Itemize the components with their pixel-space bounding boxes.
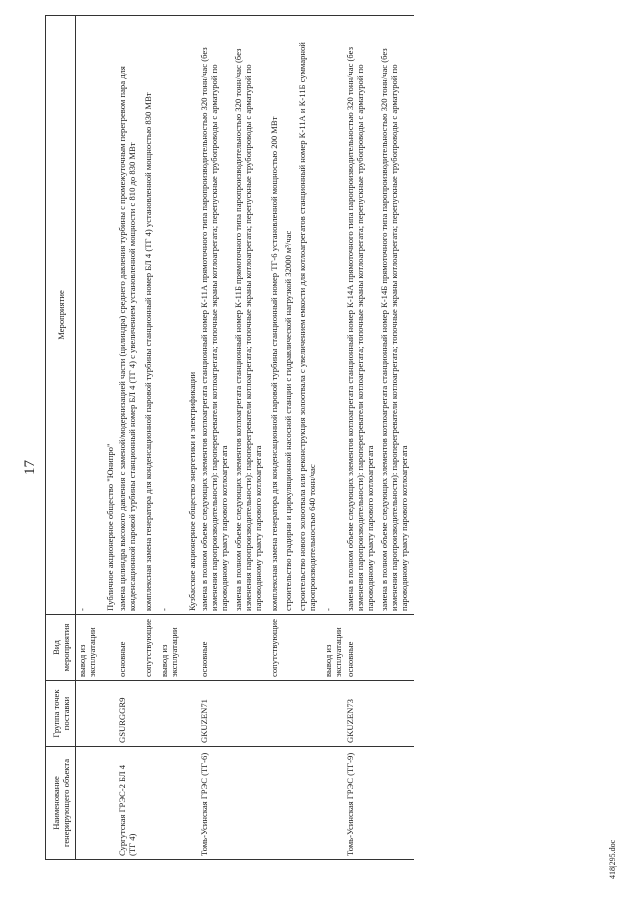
table-row	[158, 16, 180, 860]
action-text: комплексная замена генератора для конденсационной паровой турбины станционный номер ТГ-6 установленной мощностью 200 МВт	[269, 116, 279, 611]
table-row	[116, 16, 142, 860]
action-text: комплексная замена генератора для конденсационной паровой турбины станционный номер БЛ 4 (ТГ 4) установленной мощностью 830 МВт	[143, 92, 153, 611]
document-id: 418|295.doc	[608, 839, 617, 879]
measure-type: вывод из эксплуатации	[323, 627, 343, 677]
object-name: Томь-Усинская ГРЭС (ТГ-6)	[199, 752, 209, 856]
action-text: -	[77, 608, 87, 611]
section-row	[98, 16, 116, 860]
table-header-row	[46, 16, 76, 860]
action-text: строительство градирни и циркуляционной насосной станции с гидравлической нагрузкой 32000 м³/час	[283, 230, 293, 611]
measures-table	[45, 15, 414, 860]
table-row	[344, 16, 414, 860]
header-action: Мероприятие	[46, 16, 76, 615]
table-row	[268, 16, 322, 860]
action-text: замена в полном объеме следующих элементов котлоагрегата станционный номер К-11А прямоточного типа паропроизводительностью 320 тонн/час (без изменения паропроизводительности): пароперегреватели котлоагрегата; топочные экраны котлоагрегата; перепускные трубопроводы с арматурой по пароводяному тракту парового котлоагрегата	[199, 47, 229, 611]
group-code: GSURGGR9	[117, 697, 127, 743]
group-code: GKUZEN73	[345, 699, 355, 743]
section-title: Кузбасское акционерное общество энергетики и электрификации	[187, 371, 197, 611]
action-text: замена в полном объеме следующих элементов котлоагрегата станционный номер К-14А прямоточного типа паропроизводительностью 320 тонн/час (без изменения паропроизводительности): пароперегреватели котлоагрегата; топочные экраны котлоагрегата; перепускные трубопроводы с арматурой по пароводяному тракту парового котлоагрегата	[345, 47, 375, 611]
action-text: замена в полном объеме следующих элементов котлоагрегата станционный номер К-11Б прямоточного типа паропроизводительностью 320 тонн/час (без изменения паропроизводительности): пароперегреватели котлоагрегата; топочные экраны котлоагрегата; перепускные трубопроводы с арматурой по пароводяному тракту парового котлоагрегата	[233, 48, 263, 611]
measure-type: вывод из эксплуатации	[159, 627, 179, 677]
table-row	[76, 16, 99, 860]
group-code: GKUZEN71	[199, 699, 209, 743]
measure-type: основные	[199, 641, 209, 677]
header-object: Наименование генерирующего объекта	[46, 747, 76, 860]
action-text: строительство нового золоотвала или реконструкция золоотвала с увеличением емкости для котлоагрегатов станционный номер К-11А и К-11Б суммарной паропроизводительностью 640 тонн/час	[297, 42, 317, 611]
action-text: замена цилиндра высокого давления с заменой/модернизацией части (цилиндра) среднего давления турбины с промежуточным перегревом пара для конденсационной паровой турбины станционный номер БЛ 4 (ТГ 4) с увеличением установленной мощности с 810 до 830 МВт	[117, 66, 137, 611]
action-text: -	[323, 608, 333, 611]
action-text: -	[159, 608, 169, 611]
table-row	[142, 16, 158, 860]
table-body	[76, 16, 415, 860]
action-text: замена в полном объеме следующих элементов котлоагрегата станционный номер К-14Б прямоточного типа паропроизводительностью 320 тонн/час (без изменения паропроизводительности): пароперегреватели котлоагрегата; топочные экраны котлоагрегата; перепускные трубопроводы с арматурой по пароводяному тракту парового котлоагрегата	[379, 48, 409, 611]
object-name: Сургутская ГРЭС-2 БЛ 4 (ТГ 4)	[117, 764, 137, 856]
measure-type: основные	[117, 641, 127, 677]
measure-type: основные	[345, 641, 355, 677]
table-row	[198, 16, 268, 860]
header-type: Вид мероприятия	[46, 615, 76, 681]
measure-type: сопутствующие	[143, 619, 153, 677]
table-row	[322, 16, 344, 860]
section-title: Публичное акционерное общество "Юнипро"	[105, 443, 115, 611]
header-group: Группа точек поставки	[46, 681, 76, 747]
page-number: 17	[22, 460, 38, 475]
object-name: Томь-Усинская ГРЭС (ТГ-9)	[345, 752, 355, 856]
section-row	[180, 16, 198, 860]
measure-type: вывод из эксплуатации	[77, 627, 97, 677]
measure-type: сопутствующие	[269, 619, 279, 677]
